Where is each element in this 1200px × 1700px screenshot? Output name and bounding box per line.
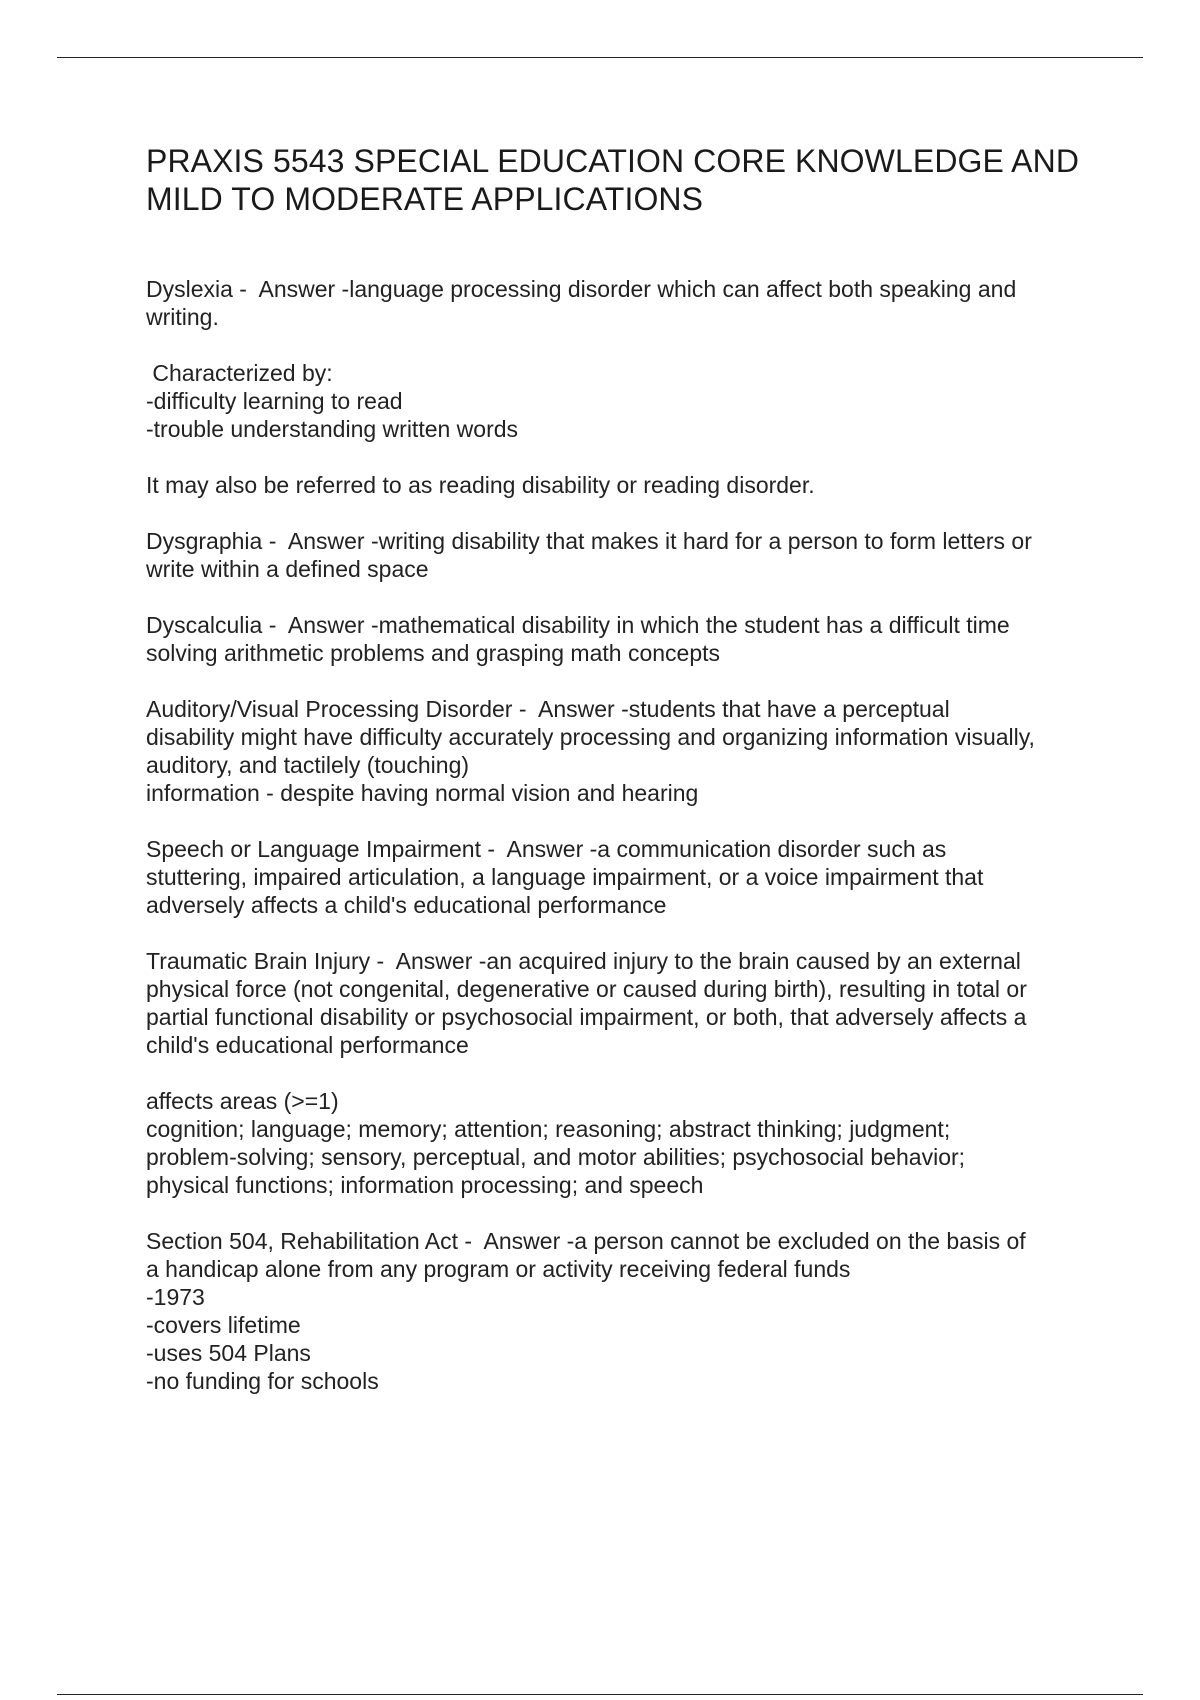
text-line: stuttering, impaired articulation, a language impairment, or a voice impairment that xyxy=(146,864,984,890)
title-line: MILD TO MODERATE APPLICATIONS xyxy=(146,181,704,217)
text-line: disability might have difficulty accurately processing and organizing information visually, xyxy=(146,724,1035,750)
text-line: It may also be referred to as reading disability or reading disorder. xyxy=(146,472,815,498)
text-line: physical functions; information processing; and speech xyxy=(146,1172,704,1198)
paragraph-processing-disorder xyxy=(146,695,1096,807)
document-page xyxy=(146,142,1096,1423)
text-line: problem-solving; sensory, perceptual, and motor abilities; psychosocial behavior; xyxy=(146,1144,966,1170)
text-line: -covers lifetime xyxy=(146,1312,301,1338)
text-line: partial functional disability or psychosocial impairment, or both, that adversely affects a xyxy=(146,1004,1027,1030)
text-line: child's educational performance xyxy=(146,1032,469,1058)
text-line: a handicap alone from any program or activity receiving federal funds xyxy=(146,1256,851,1282)
text-line: Dysgraphia - Answer -writing disability that makes it hard for a person to form letters or xyxy=(146,528,1032,554)
text-line: -difficulty learning to read xyxy=(146,388,403,414)
paragraph-affected-areas xyxy=(146,1087,1096,1199)
paragraph-dyscalculia xyxy=(146,611,1096,667)
title-line: PRAXIS 5543 SPECIAL EDUCATION CORE KNOWLEDGE AND xyxy=(146,143,1080,179)
text-line: writing. xyxy=(146,304,219,330)
text-line: write within a defined space xyxy=(146,556,429,582)
text-line: physical force (not congenital, degenerative or caused during birth), resulting in total or xyxy=(146,976,1027,1002)
text-line: Dyscalculia - Answer -mathematical disability in which the student has a difficult time xyxy=(146,612,1010,638)
text-line: affects areas (>=1) xyxy=(146,1088,339,1114)
document-title xyxy=(146,142,1096,218)
text-line: adversely affects a child's educational performance xyxy=(146,892,667,918)
text-line: Dyslexia - Answer -language processing disorder which can affect both speaking and xyxy=(146,276,1017,302)
bottom-divider xyxy=(57,1694,1143,1695)
text-line: -trouble understanding written words xyxy=(146,416,519,442)
paragraph-dyslexia xyxy=(146,275,1096,331)
top-divider xyxy=(57,57,1143,58)
text-line: Auditory/Visual Processing Disorder - Answer -students that have a perceptual xyxy=(146,696,950,722)
text-line: -uses 504 Plans xyxy=(146,1340,311,1366)
document-body xyxy=(146,275,1096,1395)
paragraph-section-504 xyxy=(146,1227,1096,1395)
text-line: -1973 xyxy=(146,1284,205,1310)
paragraph-dysgraphia xyxy=(146,527,1096,583)
text-line: Traumatic Brain Injury - Answer -an acquired injury to the brain caused by an external xyxy=(146,948,1021,974)
paragraph-speech-language xyxy=(146,835,1096,919)
text-line: -no funding for schools xyxy=(146,1368,379,1394)
paragraph-reading-disability xyxy=(146,471,1096,499)
paragraph-traumatic-brain-injury xyxy=(146,947,1096,1059)
paragraph-characterized-by xyxy=(146,359,1096,443)
text-line: auditory, and tactilely (touching) xyxy=(146,752,470,778)
text-line: solving arithmetic problems and grasping math concepts xyxy=(146,640,721,666)
text-line: information - despite having normal vision and hearing xyxy=(146,780,699,806)
text-line: cognition; language; memory; attention; reasoning; abstract thinking; judgment; xyxy=(146,1116,951,1142)
text-line: Section 504, Rehabilitation Act - Answer -a person cannot be excluded on the basis of xyxy=(146,1228,1026,1254)
text-line: Speech or Language Impairment - Answer -a communication disorder such as xyxy=(146,836,947,862)
text-line: Characterized by: xyxy=(146,360,333,386)
